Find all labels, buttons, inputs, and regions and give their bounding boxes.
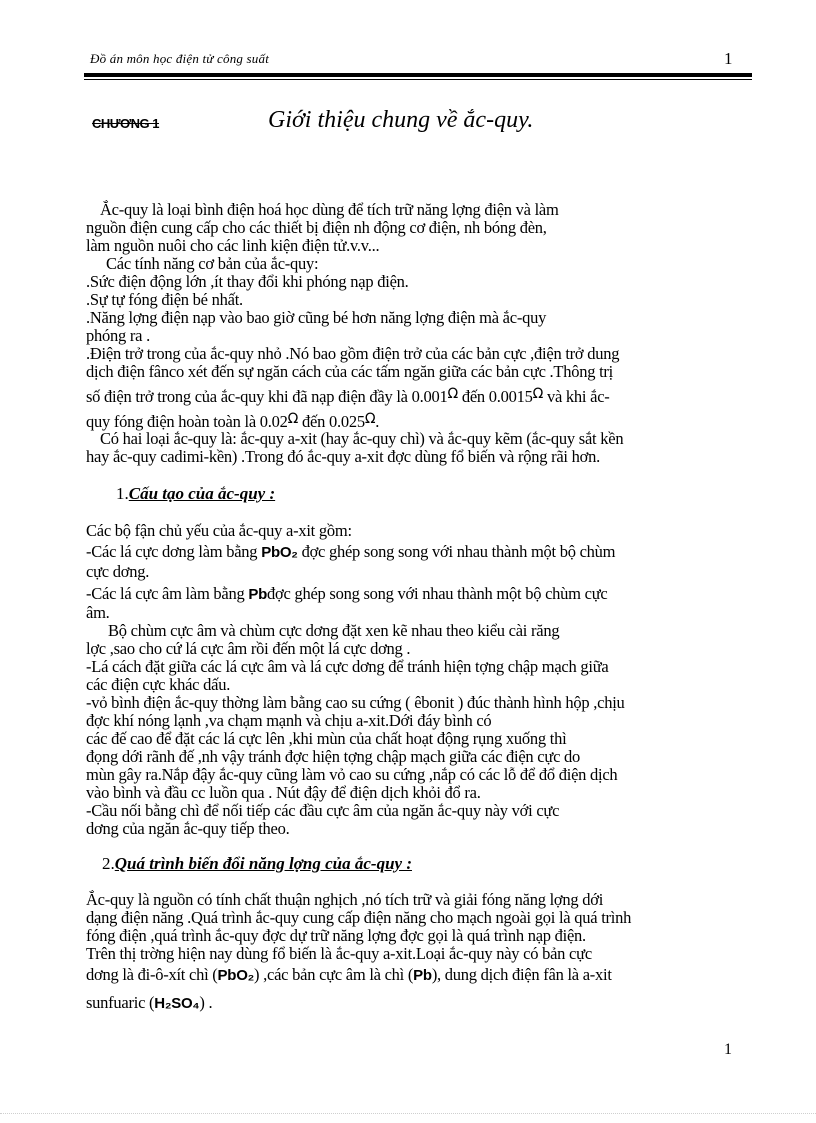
text-line: -vỏ bình điện ắc-quy thờng làm bằng cao su cứng ( êbonit ) đúc thành hình hộp ,chịu — [86, 693, 625, 712]
text-line: Trên thị trờng hiện nay dùng fổ biến là ắc-quy a-xit.Loại ắc-quy này có bản cực — [86, 944, 592, 963]
text-line: số điện trở trong của ắc-quy khi đã nạp điện đầy là $0.001^\Omega$ đến $0.0015^\Omega$ và khi ắc- — [86, 386, 610, 406]
formula-pb: Pb — [413, 967, 432, 984]
text-line: làm nguồn nuôi cho các linh kiện điện tử.v.v... — [86, 236, 380, 255]
header-page-number: 1 — [724, 49, 733, 68]
text-line: mùn gây ra.Nắp đậy ắc-quy cũng làm vỏ cao su cứng ,nắp có các lỗ để đổ điện dịch — [86, 765, 618, 784]
text-line: sunfuaric (H₂SO₄) . — [86, 993, 213, 1012]
ohm-symbol: Ω — [532, 386, 544, 402]
ohm-symbol: Ω — [287, 411, 299, 427]
text-line: âm. — [86, 603, 110, 622]
text-line: .Sự tự fóng điện bé nhất. — [86, 290, 243, 309]
text-line: đợc khí nóng lạnh ,va chạm mạnh và chịu a-xit.Dới đáy bình có — [86, 711, 492, 730]
formula-pbo2: PbO₂ — [261, 544, 298, 561]
text-line: vào bình và đầu cc luồn qua . Nút đậy để điện dịch khỏi đổ ra. — [86, 783, 481, 802]
header-title: Đồ án môn học điện tử công suất — [90, 51, 270, 66]
text-line: .Điện trở trong của ắc-quy nhỏ .Nó bao gồm điện trở của các bản cực ,điện trở dung — [86, 344, 620, 363]
text-line: quy fóng điện hoàn toàn là $0.02^\Omega$ đến $0.025^\Omega$. — [86, 411, 380, 431]
text-line: -Các lá cực âm làm bằng Pbđợc ghép song song với nhau thành một bộ chùm cực — [86, 584, 608, 603]
text-line: phóng ra . — [86, 326, 150, 345]
text-line: dạng điện năng .Quá trình ắc-quy cung cấp điện năng cho mạch ngoài gọi là quá trình — [86, 908, 632, 927]
chapter-label: CHƯƠNG 1 — [92, 116, 159, 131]
text-line: -Cầu nối bằng chì để nối tiếp các đầu cực âm của ngăn ắc-quy này với cực — [86, 801, 560, 820]
header-rule-thick — [84, 73, 752, 77]
text-line: cực dơng. — [86, 562, 150, 581]
footer-page-number: 1 — [724, 1041, 732, 1058]
ohm-symbol: Ω — [447, 386, 458, 402]
text-line: Các bộ fận chủ yếu của ắc-quy a-xit gồm: — [86, 521, 352, 540]
text-line: Ắc-quy là loại bình điện hoá học dùng để tích trữ năng lợng điện và làm — [100, 200, 559, 219]
ohm-symbol: Ω — [364, 411, 376, 427]
page-bottom-border — [0, 1113, 816, 1114]
text-line: fóng điện ,quá trình ắc-quy đợc dự trữ năng lợng đợc gọi là quá trình nạp điện. — [86, 926, 586, 945]
chapter-title: Giới thiệu chung về ắc-quy. — [268, 107, 534, 133]
section-heading-1: 1.Cấu tạo của ắc-quy : — [116, 484, 276, 503]
text-line: hay ắc-quy cadimi-kền) .Trong đó ắc-quy a-xit đợc dùng fổ biến và rộng rãi hơn. — [86, 447, 600, 466]
text-line: Bộ chùm cực âm và chùm cực dơng đặt xen kẽ nhau theo kiểu cài răng — [108, 621, 560, 640]
text-line: dơng là đi-ô-xít chì (PbO₂) ,các bản cực âm là chì (Pb), dung dịch điện fân là a-xit — [86, 965, 612, 984]
text-line: Ắc-quy là nguồn có tính chất thuận nghịch ,nó tích trữ và giải fóng năng lợng dới — [86, 890, 604, 909]
text-line: .Sức điện động lớn ,ít thay đổi khi phóng nạp điện. — [86, 272, 409, 291]
text-line: .Năng lợng điện nạp vào bao giờ cũng bé hơn năng lợng điện mà ắc-quy — [86, 308, 547, 327]
text-line: lợc ,sao cho cứ lá cực âm rồi đến một lá cực dơng . — [86, 639, 411, 658]
formula-h2so4: H₂SO₄ — [154, 995, 200, 1012]
text-line: Các tính năng cơ bản của ắc-quy: — [106, 254, 319, 273]
text-line: dơng của ngăn ắc-quy tiếp theo. — [86, 819, 290, 838]
text-line: dịch điện fânco xét đến sự ngăn cách của các tấm ngăn giữa các bản cực .Thông trị — [86, 362, 614, 381]
text-line: các điện cực khác dấu. — [86, 675, 231, 694]
formula-pb: Pb — [248, 586, 268, 603]
text-line: đọng dới rãnh đế ,nh vậy tránh đợc hiện tợng chập mạch giữa các điện cực do — [86, 747, 581, 766]
text-line: Có hai loại ắc-quy là: ắc-quy a-xit (hay ắc-quy chì) và ắc-quy kẽm (ắc-quy sắt kền — [100, 429, 624, 448]
text-line: -Lá cách đặt giữa các lá cực âm và lá cực dơng để tránh hiện tợng chập mạch giữa — [86, 657, 609, 676]
header-rule-thin — [84, 79, 752, 80]
text-line: nguồn điện cung cấp cho các thiết bị điện nh động cơ điện, nh bóng đèn, — [86, 218, 547, 237]
text-line: các đế cao để đặt các lá cực lên ,khi mùn của chất hoạt động rụng xuống thì — [86, 729, 567, 748]
section-heading-2: 2.Quá trình biến đổi năng lợng của ắc-quy : — [102, 854, 412, 873]
text-line: -Các lá cực dơng làm bằng PbO₂ đợc ghép song song với nhau thành một bộ chùm — [86, 542, 616, 561]
formula-pbo2: PbO₂ — [217, 967, 255, 984]
